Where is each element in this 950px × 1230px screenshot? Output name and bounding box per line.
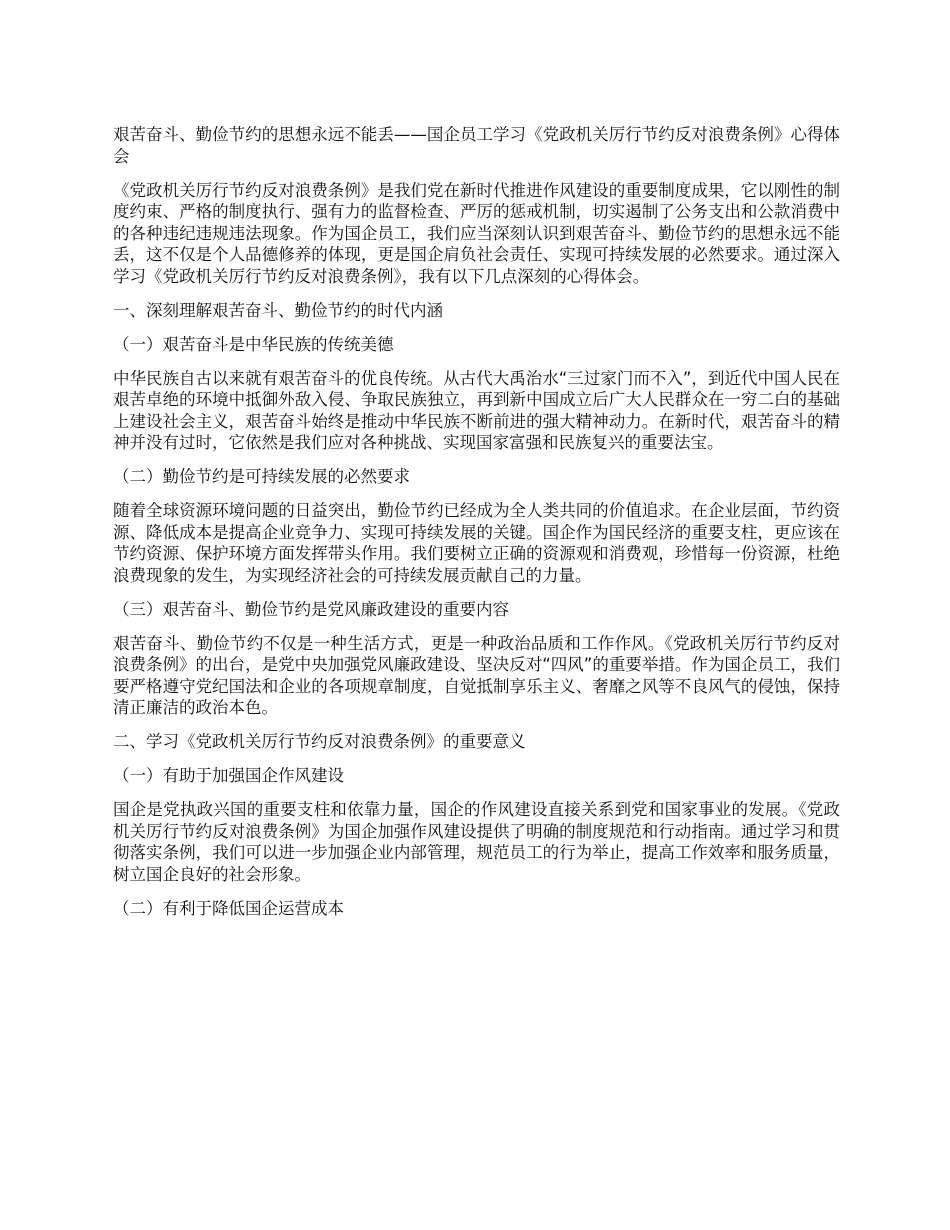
subsection-heading-2-1: （一）有助于加强国企作风建设 [113,766,344,785]
document-page [113,124,840,932]
section-heading-1: 一、深刻理解艰苦奋斗、勤俭节约的时代内涵 [113,300,443,320]
subsection-heading-1-1: （一）艰苦奋斗是中华民族的传统美德 [113,334,394,354]
subsection-heading-2-2: （二）有利于降低国企运营成本 [113,898,344,918]
body-paragraph-1-2: 随着全球资源环境问题的日益突出，勤俭节约已经成为全人类共同的价值追求。在企业层面，节约资源、降低成本是提高企业竞争力、实现可持续发展的关键。国企作为国民经济的重要支柱，更应该在节约资源、保护环境方面发挥带头作用。我们要树立正确的资源观和消费观，珍惜每一份资源，杜绝浪费现象的发生，为实现经济社会的可持续发展贡献自己的力量。 [113,501,840,585]
subsection-heading-1-2: （二）勤俭节约是可持续发展的必然要求 [113,467,410,486]
body-paragraph-2-1: 国企是党执政兴国的重要支柱和依靠力量，国企的作风建设直接关系到党和国家事业的发展。《党政机关厉行节约反对浪费条例》为国企加强作风建设提供了明确的制度规范和行动指南。通过学习和贯彻落实条例，我们可以进一步加强企业内部管理，规范员工的行为举止，提高工作效率和服务质量，树立国企良好的社会形象。 [113,800,840,884]
body-paragraph-1-1: 中华民族自古以来就有艰苦奋斗的优良传统。从古代大禹治水“三过家门而不入”，到近代中国人民在艰苦卓绝的环境中抵御外敌入侵、争取民族独立，再到新中国成立后广大人民群众在一穷二白的基础上建设社会主义，艰苦奋斗始终是推动中华民族不断前进的强大精神动力。在新时代，艰苦奋斗的精神并没有过时，它依然是我们应对各种挑战、实现国家富强和民族复兴的重要法宝。 [113,368,840,452]
subsection-heading-1-3: （三）艰苦奋斗、勤俭节约是党风廉政建设的重要内容 [113,599,509,619]
document-title: 艰苦奋斗、勤俭节约的思想永远不能丢——国企员工学习《党政机关厉行节约反对浪费条例》心得体会 [113,125,840,166]
section-heading-2: 二、学习《党政机关厉行节约反对浪费条例》的重要意义 [113,732,526,751]
intro-paragraph: 《党政机关厉行节约反对浪费条例》是我们党在新时代推进作风建设的重要制度成果，它以刚性的制度约束、严格的制度执行、强有力的监督检查、严厉的惩戒机制，切实遏制了公务支出和公款消费中的各种违纪违规违法现象。作为国企员工，我们应当深刻认识到艰苦奋斗、勤俭节约的思想永远不能丢，这不仅是个人品德修养的体现，更是国企肩负社会责任、实现可持续发展的必然要求。通过深入学习《党政机关厉行节约反对浪费条例》，我有以下几点深刻的心得体会。 [113,180,840,286]
body-paragraph-1-3: 艰苦奋斗、勤俭节约不仅是一种生活方式，更是一种政治品质和工作作风。《党政机关厉行节约反对浪费条例》的出台，是党中央加强党风廉政建设、坚决反对“四风”的重要举措。作为国企员工，我们要严格遵守党纪国法和企业的各项规章制度，自觉抵制享乐主义、奢靡之风等不良风气的侵蚀，保持清正廉洁的政治本色。 [113,633,840,717]
